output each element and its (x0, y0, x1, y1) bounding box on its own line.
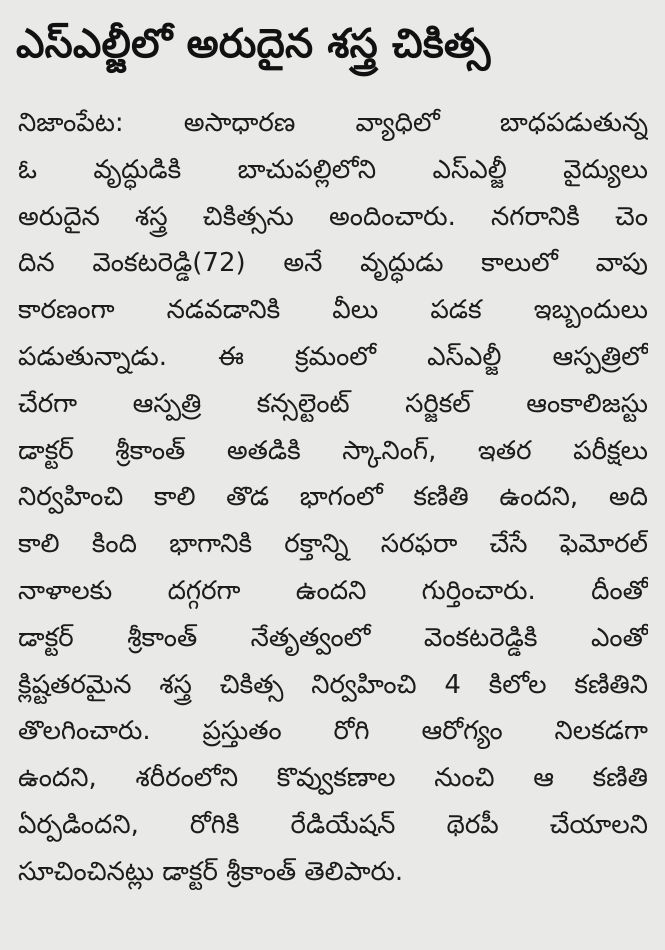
body-line: తొలగించారు. ప్రస్తుతం రోగి ఆరోగ్యం నిలకడగా (18, 716, 648, 747)
body-line: నాళాలకు దగ్గరగా ఉందని గుర్తించారు. దీంతో (18, 575, 648, 606)
body-line: అరుదైన శస్త్ర చికిత్సను అందించారు. నగరానికి చెం (18, 201, 648, 232)
body-line: డాక్టర్ శ్రీకాంత్ నేతృత్వంలో వెంకటరెడ్డికి ఎంతో (18, 622, 648, 653)
body-line-last: సూచించినట్లు డాక్టర్ శ్రీకాంత్ తెలిపారు. (18, 856, 404, 887)
article-body (18, 100, 648, 896)
body-line: ఏర్పడిందని, రోగికి రేడియేషన్ థెరపీ చేయాలని (18, 809, 648, 840)
body-line: పడుతున్నాడు. ఈ క్రమంలో ఎస్ఎల్జీ ఆస్పత్రిలో (18, 341, 648, 372)
body-line: ఉందని, శరీరంలోని కొవ్వుకణాల నుంచి ఆ కణితి (18, 763, 648, 794)
headline: ఎస్ఎల్జీలో అరుదైన శస్త్ర చికిత్స (16, 21, 491, 67)
body-line: నిర్వహించి కాలి తొడ భాగంలో కణితి ఉందని, అది (18, 482, 648, 513)
body-line: కారణంగా నడవడానికి వీలు పడక ఇబ్బందులు (18, 295, 648, 326)
body-line: క్లిష్టతరమైన శస్త్ర చికిత్స నిర్వహించి 4 కిలోల కణితిని (18, 669, 648, 700)
body-line: ఓ వృద్ధుడికి బాచుపల్లిలోని ఎస్ఎల్జీ వైద్యులు (18, 154, 648, 185)
body-line: కాలి కింది భాగానికి రక్తాన్ని సరఫరా చేసే ఫెమోరల్ (18, 529, 648, 560)
body-line: డాక్టర్ శ్రీకాంత్ అతడికి స్కానింగ్, ఇతర పరీక్షలు (18, 435, 648, 466)
body-line: చేరగా ఆస్పత్రి కన్సల్టెంట్ సర్జికల్ ఆంకాలిజస్టు (18, 388, 648, 419)
body-line: నిజాంపేట: అసాధారణ వ్యాధిలో బాధపడుతున్న (18, 108, 648, 138)
body-line: దిన వెంకటరెడ్డి(72) అనే వృద్ధుడు కాలులో వాపు (18, 248, 648, 279)
